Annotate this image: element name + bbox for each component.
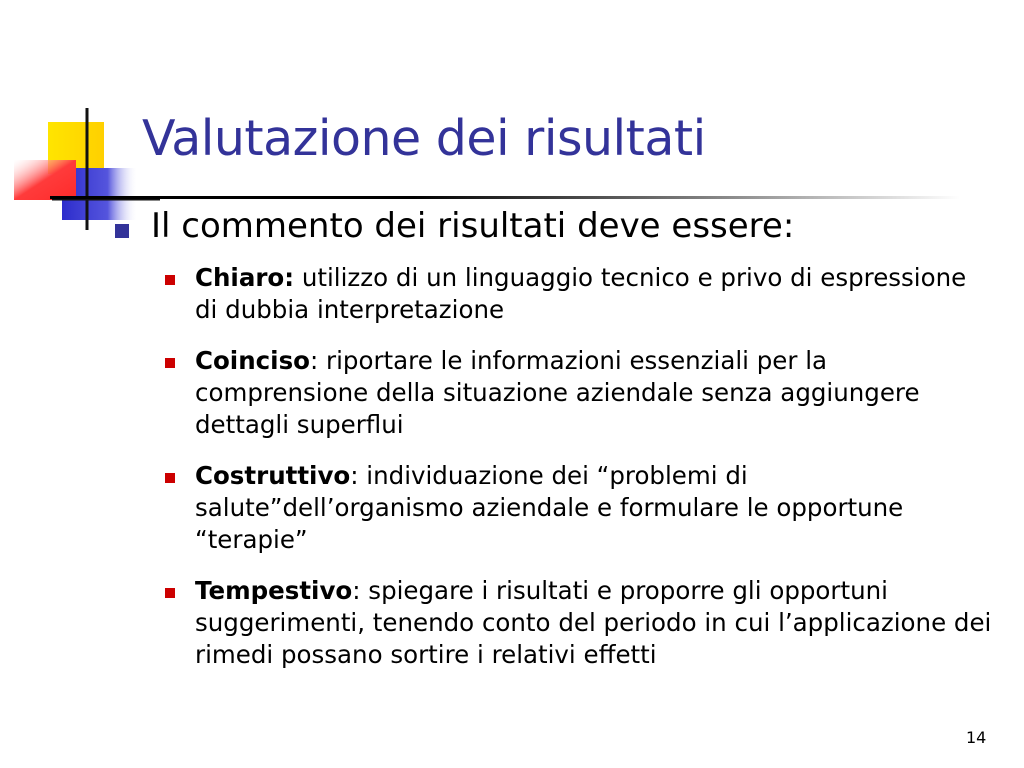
- item-description: utilizzo di un linguaggio tecnico e privo di espressione di dubbia interpretazione: [195, 263, 967, 324]
- title-underline: [50, 196, 960, 199]
- square-bullet-icon: [165, 358, 175, 368]
- square-bullet-icon: [165, 588, 175, 598]
- item-term: Costruttivo: [195, 461, 351, 490]
- item-description: : individuazione dei “problemi di salute”dell’organismo aziendale e formulare le opportune “terapie”: [195, 461, 904, 554]
- list-item-costruttivo: [165, 460, 1005, 556]
- square-bullet-icon: [165, 275, 175, 285]
- item-term: Chiaro:: [195, 263, 295, 292]
- square-bullet-icon: [115, 224, 129, 238]
- item-description: : spiegare i risultati e proporre gli opportuni suggerimenti, tenendo conto del periodo in cui l’applicazione dei rimedi possano sortire i relativi effetti: [195, 576, 992, 669]
- item-term: Coinciso: [195, 346, 310, 375]
- page-number: 14: [966, 728, 987, 747]
- main-bullet-text: Il commento dei risultati deve essere:: [151, 206, 795, 246]
- list-item-tempestivo: [165, 575, 1005, 671]
- deco-red-square: [14, 160, 76, 200]
- criteria-list: [165, 262, 1005, 690]
- item-description: : riportare le informazioni essenziali per la comprensione della situazione aziendale senza aggiungere dettagli superflui: [195, 346, 920, 439]
- slide-title: Valutazione dei risultati: [142, 110, 706, 167]
- square-bullet-icon: [165, 473, 175, 483]
- main-bullet-item: [115, 204, 794, 248]
- item-term: Tempestivo: [195, 576, 353, 605]
- list-item-coinciso: [165, 345, 1005, 441]
- list-item-chiaro: [165, 262, 1005, 326]
